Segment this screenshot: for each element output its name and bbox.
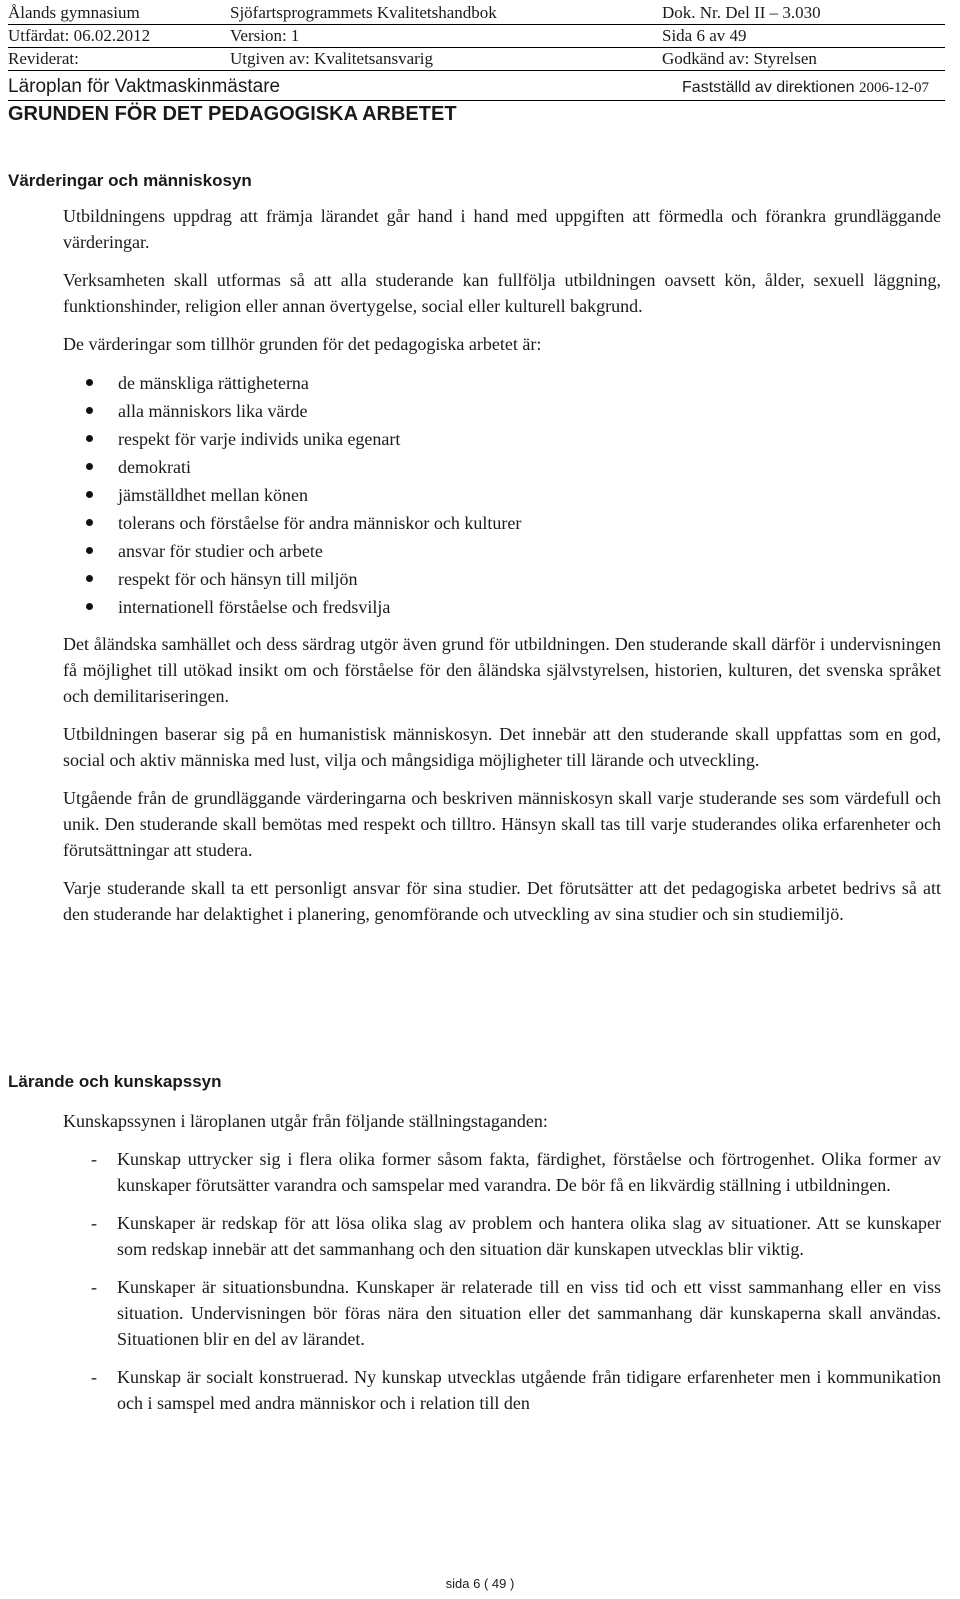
school-name: Ålands gymnasium bbox=[8, 2, 230, 25]
list-item: alla människors lika värde bbox=[63, 397, 941, 425]
curriculum-bar bbox=[8, 76, 945, 101]
paragraph: Verksamheten skall utformas så att alla studerande kan fullfölja utbildningen oavsett kön, ålder, sexuell läggning, funktionshinder, religion eller annan övertygelse, social eller kulturell bakgrund. bbox=[63, 270, 941, 316]
page-count: Sida 6 av 49 bbox=[662, 25, 945, 48]
list-item: internationell förståelse och fredsvilja bbox=[63, 593, 941, 621]
list-item-text: Kunskap är socialt konstruerad. Ny kunskap utvecklas utgående från tidigare erfarenheter men i kommunikation och i samspel med andra människor och i relation till den bbox=[117, 1367, 941, 1413]
dash-marker: - bbox=[91, 1367, 97, 1387]
issued-by: Utgiven av: Kvalitetsansvarig bbox=[230, 48, 662, 71]
list-item bbox=[63, 1210, 941, 1262]
issued-date: Utfärdat: 06.02.2012 bbox=[8, 25, 230, 48]
paragraph: De värderingar som tillhör grunden för det pedagogiska arbetet är: bbox=[63, 334, 542, 354]
curriculum-title: Läroplan för Vaktmaskinmästare bbox=[8, 76, 281, 97]
list-item: demokrati bbox=[63, 453, 941, 481]
section-title: GRUNDEN FÖR DET PEDAGOGISKA ARBETET bbox=[8, 103, 457, 125]
list-item: respekt för och hänsyn till miljön bbox=[63, 565, 941, 593]
header-row-2 bbox=[8, 25, 945, 48]
knowledge-heading: Lärande och kunskapssyn bbox=[8, 1072, 222, 1091]
list-item-text: Kunskaper är situationsbundna. Kunskaper är relaterade till en viss tid och ett visst sammanhang eller en viss situation. Undervisningen bör föras nära den situation eller det sammanhang där kunskaperna skall användas. Situationen blir en del av lärandet. bbox=[117, 1277, 941, 1349]
paragraph: Varje studerande skall ta ett personligt ansvar för sina studier. Det förutsätter att det pedagogiska arbetet bedrivs så att den studerande har delaktighet i planering, genomförande och utveckling av sina studier och sin studiemiljö. bbox=[63, 878, 941, 924]
dash-marker: - bbox=[91, 1213, 97, 1233]
values-list bbox=[63, 369, 941, 621]
list-item: tolerans och förståelse för andra människor och kulturer bbox=[63, 509, 941, 537]
list-item bbox=[63, 1274, 941, 1352]
list-item: respekt för varje individs unika egenart bbox=[63, 425, 941, 453]
list-item: jämställdhet mellan könen bbox=[63, 481, 941, 509]
established-date: 2006-12-07 bbox=[859, 80, 929, 96]
version: Version: 1 bbox=[230, 25, 662, 48]
paragraph: Det åländska samhället och dess särdrag utgör även grund för utbildningen. Den studerande skall därför i undervisningen få möjlighet till utökad insikt om och förståelse för den åländska självstyrelsen, historien, kulturen, det svenska språket och demilitariseringen. bbox=[63, 634, 941, 706]
dash-marker: - bbox=[91, 1277, 97, 1297]
knowledge-list-wrap bbox=[63, 1146, 941, 1428]
paragraph: Kunskapssynen i läroplanen utgår från följande ställningstaganden: bbox=[63, 1111, 548, 1131]
values-body bbox=[63, 203, 941, 939]
dash-marker: - bbox=[91, 1149, 97, 1169]
paragraph: Utbildningen baserar sig på en humanistisk människosyn. Det innebär att den studerande skall uppfattas som en god, social och aktiv människa med lust, vilja och mångsidiga möjligheter till lärande och utveckling. bbox=[63, 724, 941, 770]
list-item bbox=[63, 1146, 941, 1198]
handbook-name: Sjöfartsprogrammets Kvalitetshandbok bbox=[230, 2, 662, 25]
approved-by: Godkänd av: Styrelsen bbox=[662, 48, 945, 71]
list-item-text: Kunskap uttrycker sig i flera olika former såsom fakta, färdighet, förståelse och förtrogenhet. Olika former av kunskaper förutsätter varandra och samspelar med varandra. De bör få en likvärdig ställning i utbildningen. bbox=[117, 1149, 941, 1195]
knowledge-list bbox=[63, 1146, 941, 1416]
established-label: Fastställd av direktionen bbox=[682, 79, 855, 96]
list-item: ansvar för studier och arbete bbox=[63, 537, 941, 565]
list-item-text: Kunskaper är redskap för att lösa olika slag av problem och hantera olika slag av situationer. Att se kunskaper som redskap innebär att det sammanhang och den situation där kunskapen utvecklas blir viktig. bbox=[117, 1213, 941, 1259]
list-item bbox=[63, 1364, 941, 1416]
header-row-3 bbox=[8, 48, 945, 71]
document-header bbox=[8, 2, 945, 71]
paragraph: Utgående från de grundläggande värderingarna och beskriven människosyn skall varje studerande ses som värdefull och unik. Den studerande skall bemötas med respekt och tilltro. Hänsyn skall tas till varje studerandes olika erfarenheter och förutsättningar att studera. bbox=[63, 788, 941, 860]
revised: Reviderat: bbox=[8, 48, 230, 71]
values-heading: Värderingar och människosyn bbox=[8, 171, 252, 190]
knowledge-body bbox=[63, 1108, 941, 1146]
header-row-1 bbox=[8, 2, 945, 25]
established-note bbox=[682, 78, 929, 98]
list-item: de mänskliga rättigheterna bbox=[63, 369, 941, 397]
document-number: Dok. Nr. Del II – 3.030 bbox=[662, 2, 945, 25]
page-footer: sida 6 ( 49 ) bbox=[445, 1576, 515, 1591]
paragraph: Utbildningens uppdrag att främja lärandet går hand i hand med uppgiften att förmedla och förankra grundläggande värderingar. bbox=[63, 206, 941, 252]
